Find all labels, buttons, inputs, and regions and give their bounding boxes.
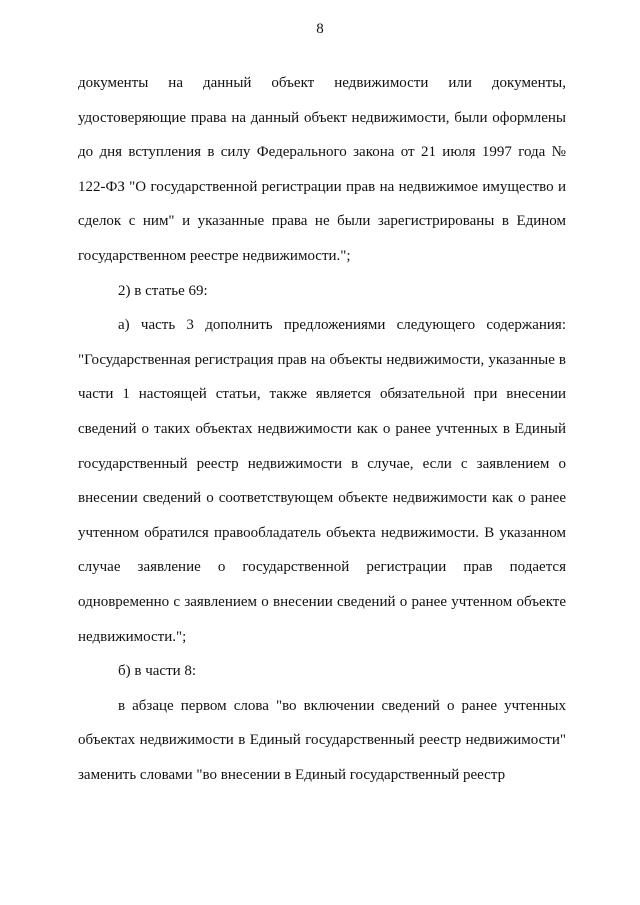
document-body	[78, 66, 566, 792]
paragraph-subitem-b: б) в части 8:	[118, 663, 197, 680]
paragraph-continuation: документы на данный объект недвижимости или документы, удостоверяющие права на данный объект недвижимости, были оформлены до дня вступления в силу Федерального закона от 21 июля 1997 года № 122-ФЗ "О государственной регистрации прав на недвижимое имущество и сделок с ним" и указанные права не были зарегистрированы в Едином государственном реестре недвижимости.";	[78, 75, 566, 264]
paragraph-subitem-a: а) часть 3 дополнить предложениями следующего содержания: "Государственная регистрация прав на объекты недвижимости, указанные в части 1 настоящей статьи, также является обязательной при внесении сведений о таких объектах недвижимости как о ранее учтенных в Единый государственный реестр недвижимости в случае, если с заявлением о внесении сведений о соответствующем объекте недвижимости как о ранее учтенном обратился правообладатель объекта недвижимости. В указанном случае заявление о государственной регистрации прав подается одновременно с заявлением о внесении сведений о ранее учтенном объекте недвижимости.";	[78, 317, 566, 645]
page-number: 8	[316, 21, 324, 37]
paragraph-abzac-first: в абзаце первом слова "во включении сведений о ранее учтенных объектах недвижимости в Единый государственный реестр недвижимости" заменить словами "во внесении в Единый государственный реестр	[78, 697, 566, 783]
paragraph-item-2: 2) в статье 69:	[118, 282, 208, 299]
